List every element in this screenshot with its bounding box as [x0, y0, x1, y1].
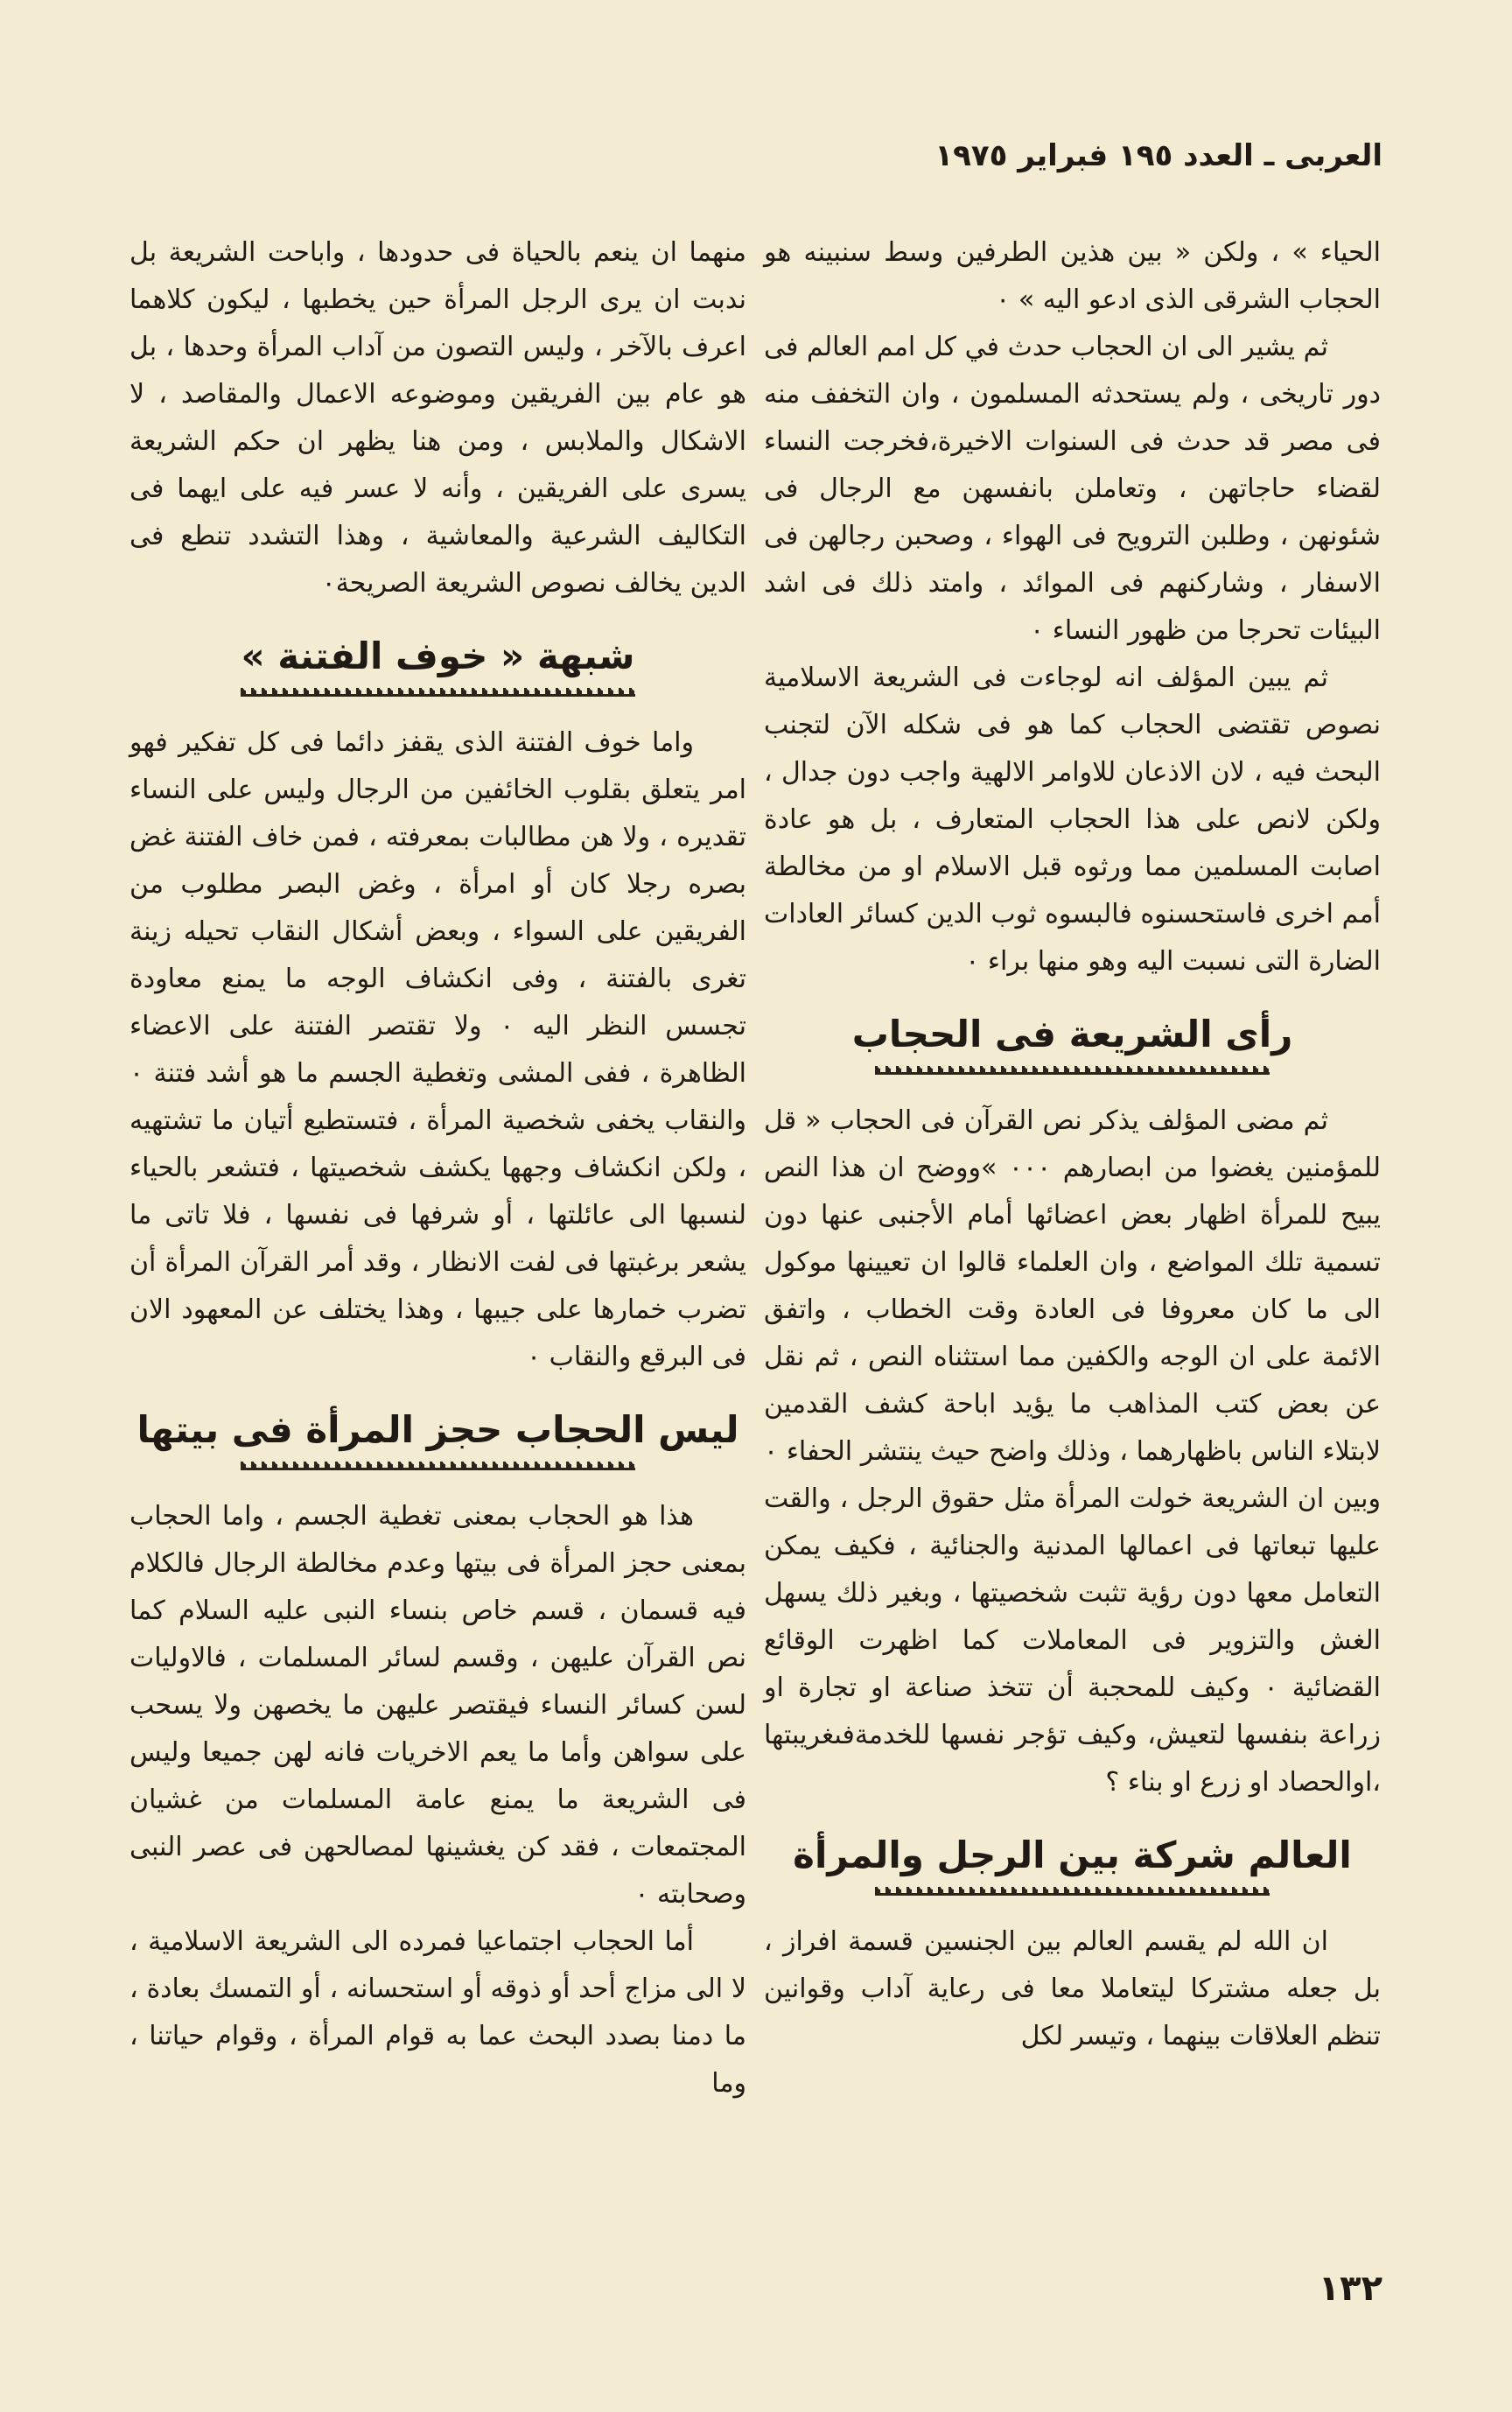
paragraph: أما الحجاب اجتماعيا فمرده الى الشريعة الاسلامية ، لا الى مزاج أحد أو ذوقه أو استحسانه ، أو التمسك بعادة ، ما دمنا بصدد البحث عما به قوام المرأة ، وقوام حياتنا ، وما [130, 1926, 746, 2099]
section-heading: شبهة « خوف الفتنة » [130, 628, 746, 697]
paragraph: الحياء » ، ولكن « بين هذين الطرفين وسط سنبينه هو الحجاب الشرقى الذى ادعو اليه » ٠ [764, 237, 1381, 315]
section-heading: رأى الشريعة فى الحجاب [764, 1006, 1381, 1075]
running-header: العربى ـ العدد ١٩٥ فبراير ١٩٧٥ [934, 138, 1382, 173]
paragraph: هذا هو الحجاب بمعنى تغطية الجسم ، واما الحجاب بمعنى حجز المرأة فى بيتها وعدم مخالطة الرجال فالكلام فيه قسمان ، قسم خاص بنساء النبى عليه السلام كما نص القرآن عليهن ، وقسم لسائر المسلمات ، فالاوليات لسن كسائر النساء فيقتصر عليهن ما يخصهن ولا يسحب على سواهن وأما ما يعم الاخريات فانه لهن جميعا وليس فى الشريعة ما يمنع عامة المسلمات من غشيان المجتمعات ، فقد كن يغشينها لمصالحهن فى عصر النبى وصحابته ٠ [130, 1501, 746, 1910]
paragraph: ثم يبين المؤلف انه لوجاءت فى الشريعة الاسلامية نصوص تقتضى الحجاب كما هو فى شكله الآن لتجنب البحث فيه ، لان الاذعان للاوامر الالهية واجب دون جدال ، ولكن لانص على هذا الحجاب المتعارف ، بل هو عادة اصابت المسلمين مما ورثوه قبل الاسلام او من مخالطة أمم اخرى فاستحسنوه فالبسوه ثوب الدين كسائر العادات الضارة التى نسبت اليه وهو منها براء ٠ [764, 663, 1381, 977]
paragraph: ثم يشير الى ان الحجاب حدث في كل امم العالم فى دور تاريخى ، ولم يستحدثه المسلمون ، وان التخفف منه فى مصر قد حدث فى السنوات الاخيرة،فخرجت النساء لقضاء حاجاتهن ، وتعاملن بانفسهن مع الرجال فى شئونهن ، وطلبن الترويح فى الهواء ، وصحبن رجالهن فى الاسفار ، وشاركنهم فى الموائد ، وامتد ذلك فى اشد البيئات تحرجا من ظهور النساء ٠ [764, 332, 1381, 646]
paragraph: ثم مضى المؤلف يذكر نص القرآن فى الحجاب « قل للمؤمنين يغضوا من ابصارهم ٠٠٠ »ووضح ان هذا النص يبيح للمرأة اظهار بعض اعضائها أمام الأجنبى عنها دون تسمية تلك المواضع ، وان العلماء قالوا ان تعيينها موكول الى ما كان معروفا فى العادة وقت الخطاب ، واتفق الائمة على ان الوجه والكفين مما استثناه النص ، ثم نقل عن بعض كتب المذاهب ما يؤيد اباحة كشف القدمين لابتلاء الناس باظهارهما ، وذلك واضح حيث ينتشر الحفاء ٠ وبين ان الشريعة خولت المرأة مثل حقوق الرجل ، والقت عليها تبعاتها فى اعمالها المدنية والجنائية ، فكيف يمكن التعامل معها دون رؤية تثبت شخصيتها ، وبغير ذلك يسهل الغش والتزوير فى المعاملات كما اظهرت الوقائع القضائية ٠ وكيف للمحجبة أن تتخذ صناعة او تجارة او زراعة بنفسها لتعيش، وكيف تؤجر نفسها للخدمةفىغريبتها ،اوالحصاد او زرع او بناء ؟ [764, 1105, 1381, 1798]
paragraph: منهما ان ينعم بالحياة فى حدودها ، واباحت الشريعة بل ندبت ان يرى الرجل المرأة حين يخطبها ، ليكون كلاهما اعرف بالآخر ، وليس التصون من آداب المرأة وحدها ، بل هو عام بين الفريقين وموضوعه الاعمال والمقاصد ، لا الاشكال والملابس ، ومن هنا يظهر ان حكم الشريعة يسرى على الفريقين ، وأنه لا عسر فيه على ايهما فى التكاليف الشرعية والمعاشية ، وهذا التشدد تنطع فى الدين يخالف نصوص الشريعة الصريحة٠ [130, 237, 746, 599]
paragraph: واما خوف الفتنة الذى يقفز دائما فى كل تفكير فهو امر يتعلق بقلوب الخائفين من الرجال وليس على النساء تقديره ، ولا هن مطالبات بمعرفته ، فمن خاف الفتنة غض بصره رجلا كان أو امرأة ، وغض البصر مطلوب من الفريقين على السواء ، وبعض أشكال النقاب تحيله زينة تغرى بالفتنة ، وفى انكشاف الوجه ما يمنع معاودة تجسس النظر اليه ٠ ولا تقتصر الفتنة على الاعضاء الظاهرة ، ففى المشى وتغطية الجسم ما هو أشد فتنة ٠ والنقاب يخفى شخصية المرأة ، فتستطيع أتيان ما تشتهيه ، ولكن انكشاف وجهها يكشف شخصيتها ، فتشعر بالحياء لنسبها الى عائلتها ، أو شرفها فى نفسها ، فلا تاتى ما يشعر برغبتها فى لفت الانظار ، وقد أمر القرآن المرأة أن تضرب خمارها على جيبها ، وهذا يختلف عن المعهود الان فى البرقع والنقاب ٠ [130, 727, 746, 1372]
article-column-right [764, 229, 1381, 2060]
article-column-left [130, 229, 746, 2107]
paragraph: ان الله لم يقسم العالم بين الجنسين قسمة افراز ، بل جعله مشتركا ليتعاملا معا فى رعاية آداب وقوانين تنظم العلاقات بينهما ، وتيسر لكل [764, 1926, 1381, 2051]
section-heading: ليس الحجاب حجز المرأة فى بيتها [130, 1402, 746, 1470]
section-heading: العالم شركة بين الرجل والمرأة [764, 1827, 1381, 1896]
page-number: ١٣٢ [1318, 2268, 1382, 2309]
